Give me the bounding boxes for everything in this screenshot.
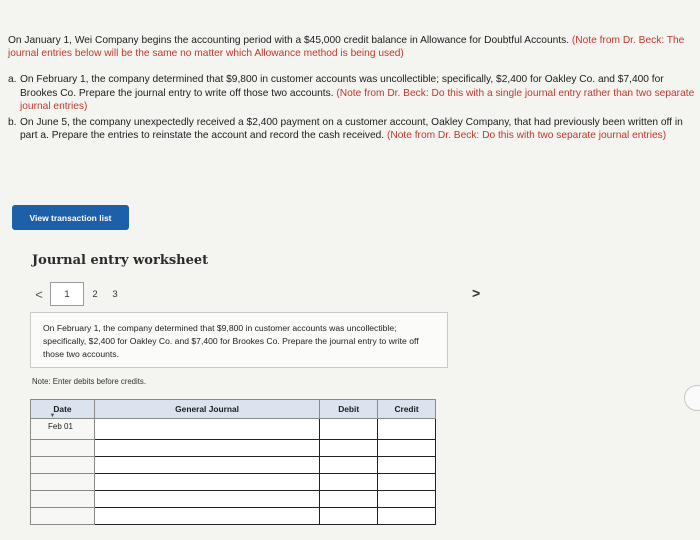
prev-page-icon[interactable]: < [35, 286, 43, 302]
journal-row [31, 457, 436, 474]
journal-header-row [31, 400, 436, 419]
date-value: Feb 01 [48, 422, 73, 431]
debits-note: Note: Enter debits before credits. [32, 377, 146, 386]
debit-cell[interactable] [320, 474, 378, 491]
part-b-note: (Note from Dr. Beck: Do this with two separate journal entries) [386, 130, 667, 142]
part-a-body [20, 73, 696, 113]
part-b-letter: b. [8, 117, 17, 129]
date-cell [31, 474, 95, 491]
scroll-circle-icon[interactable] [684, 385, 700, 411]
page-tab-3[interactable]: 3 [112, 288, 118, 300]
debit-header: Debit [320, 400, 378, 419]
worksheet-title: Journal entry worksheet [32, 253, 209, 268]
general-journal-cell[interactable] [94, 419, 319, 440]
part-b-text: On June 5, the company unexpectedly received a $2,400 payment on a customer account, Oakley Company, that had previously been written off in part a. Prepare the entries to reinstate the account and record the cash received. [20, 117, 683, 142]
credit-header: Credit [378, 400, 436, 419]
page-tab-2[interactable]: 2 [92, 288, 98, 300]
general-journal-cell[interactable] [94, 474, 319, 491]
journal-body [31, 412, 436, 525]
part-a-text: On February 1, the company determined that $9,800 in customer accounts was uncollectible; specifically, $2,400 for Oakley Co. and $7,400 for Brookes Co. Prepare the journal entry to write off those two accounts. [20, 74, 664, 99]
part-b-body [20, 116, 696, 142]
general-journal-header: General Journal [94, 400, 319, 419]
journal-table [30, 399, 436, 525]
credit-cell[interactable] [378, 457, 436, 474]
debit-cell[interactable] [320, 457, 378, 474]
date-cell[interactable] [31, 412, 95, 440]
journal-row [31, 491, 436, 508]
general-journal-cell[interactable] [94, 440, 319, 457]
credit-cell[interactable] [378, 508, 436, 525]
general-journal-cell[interactable] [94, 457, 319, 474]
worksheet-prompt: On February 1, the company determined that $9,800 in customer accounts was uncollectible; specifically, $2,400 for Oakley Co. and $7,400 for Brookes Co. Prepare the journal entry to write off those two accounts. [30, 312, 448, 368]
general-journal-cell[interactable] [94, 508, 319, 525]
intro-text: On January 1, Wei Company begins the accounting period with a $45,000 credit balance in Allowance for Doubtful Accounts. [8, 35, 570, 46]
debit-cell[interactable] [320, 508, 378, 525]
credit-cell[interactable] [378, 419, 436, 440]
journal-row [31, 508, 436, 525]
credit-cell[interactable] [378, 491, 436, 508]
part-a [8, 73, 696, 113]
debit-cell[interactable] [320, 419, 378, 440]
debit-cell[interactable] [320, 491, 378, 508]
part-a-letter: a. [8, 74, 17, 86]
page-tab-1[interactable]: 1 [50, 282, 84, 306]
next-page-icon[interactable]: > [472, 285, 481, 301]
date-cell [31, 440, 95, 457]
debit-cell[interactable] [320, 440, 378, 457]
view-transaction-list-button[interactable]: View transaction list [12, 205, 129, 230]
general-journal-cell[interactable] [94, 491, 319, 508]
part-a-note: (Note from Dr. Beck: Do this with a single journal entry rather than two separate journal entries) [20, 87, 695, 112]
date-cell [31, 491, 95, 508]
date-cell [31, 508, 95, 525]
credit-cell[interactable] [378, 474, 436, 491]
intro-note: (Note from Dr. Beck: The journal entries below will be the same no matter which Allowance method is being used) [8, 35, 685, 60]
credit-cell[interactable] [378, 440, 436, 457]
worksheet-pager [30, 283, 124, 305]
date-cell [31, 457, 95, 474]
caret-down-icon[interactable]: ▼ [49, 412, 56, 419]
date-header: Date [31, 400, 95, 419]
question-text [8, 34, 696, 145]
part-b [8, 116, 696, 142]
question-intro [8, 34, 696, 60]
journal-row [31, 440, 436, 457]
journal-row [31, 419, 436, 440]
journal-row [31, 474, 436, 491]
